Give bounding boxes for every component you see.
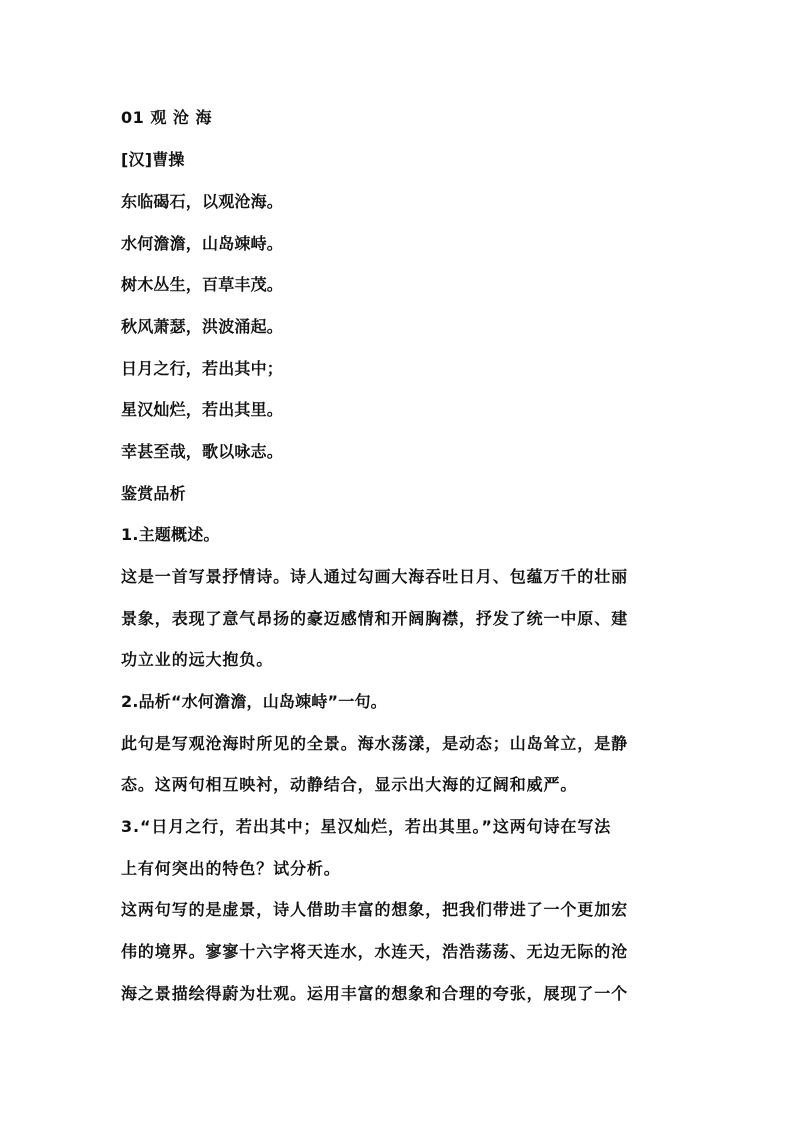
question-heading: 1.主题概述。 — [121, 525, 220, 544]
poem-line: 秋风萧瑟，洪波涌起。 — [121, 317, 284, 336]
poem-line: 树木丛生，百草丰茂。 — [121, 275, 284, 294]
answer-line: 这两句写的是虚景，诗人借助丰富的想象，把我们带进了一个更加宏 — [121, 900, 629, 919]
poem-line: 东临碣石，以观沧海。 — [121, 192, 284, 211]
question-heading: 3.“日月之行，若出其中；星汉灿烂，若出其里。”这两句诗在写法 — [121, 817, 612, 836]
answer-line: 伟的境界。寥寥十六字将天连水，水连天，浩浩荡荡、无边无际的沧 — [121, 942, 629, 961]
poem-line: 幸甚至哉，歌以咏志。 — [121, 442, 284, 461]
answer-line: 景象，表现了意气昂扬的豪迈感情和开阔胸襟，抒发了统一中原、建 — [121, 609, 629, 628]
answer-line: 态。这两句相互映衬，动静结合，显示出大海的辽阔和威严。 — [121, 775, 578, 794]
poem-author: [汉]曹操 — [121, 150, 185, 169]
question-heading: 上有何突出的特色？试分析。 — [121, 859, 341, 878]
poem-title: 01 观 沧 海 — [121, 108, 212, 127]
poem-line: 星汉灿烂，若出其里。 — [121, 400, 284, 419]
poem-line: 日月之行，若出其中； — [121, 359, 284, 378]
answer-line: 此句是写观沧海时所见的全景。海水荡漾，是动态；山岛耸立，是静 — [121, 734, 629, 753]
analysis-heading: 鉴赏品析 — [121, 484, 186, 503]
poem-line: 水何澹澹，山岛竦峙。 — [121, 234, 284, 253]
answer-line: 海之景描绘得蔚为壮观。运用丰富的想象和合理的夸张，展现了一个 — [121, 984, 629, 1003]
question-heading: 2.品析“水何澹澹，山岛竦峙”一句。 — [121, 692, 387, 711]
answer-line: 这是一首写景抒情诗。诗人通过勾画大海吞吐日月、包蕴万千的壮丽 — [121, 567, 629, 586]
answer-line: 功立业的远大抱负。 — [121, 650, 274, 669]
